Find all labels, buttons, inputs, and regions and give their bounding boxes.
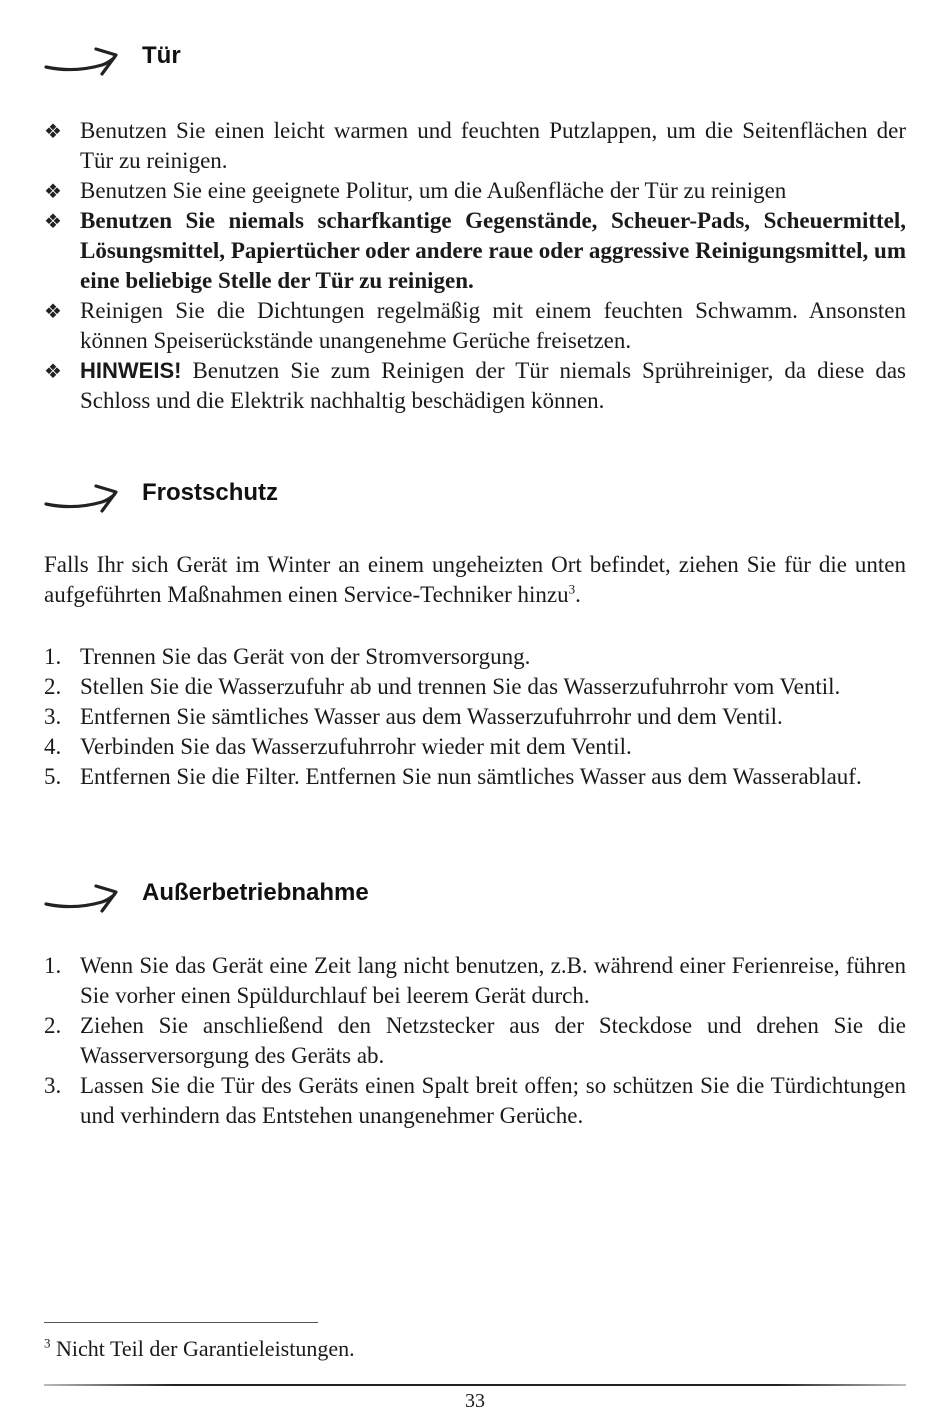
diamond-bullet-icon: ❖: [44, 209, 62, 233]
footnote-divider: [44, 1322, 318, 1323]
diamond-bullet-icon: ❖: [44, 179, 62, 203]
frostschutz-steps: [44, 642, 906, 792]
section-title: Frostschutz: [142, 479, 279, 506]
arrow-icon: [44, 477, 124, 515]
frostschutz-intro: Falls Ihr sich Gerät im Winter an einem ungeheizten Ort befindet, ziehen Sie für die unten aufgeführten Maßnahmen einen Service-Techniker hinzu$^3$.: [44, 552, 906, 607]
list-item: 3. Lassen Sie die Tür des Geräts einen Spalt breit offen; so schützen Sie die Türdichtungen und verhindern das Entstehen unangenehmer Gerüche.: [44, 1073, 906, 1128]
page-number: 33: [465, 1390, 485, 1412]
list-item: 4. Verbinden Sie das Wasserzufuhrrohr wieder mit dem Ventil.: [44, 734, 632, 759]
list-item: 1. Trennen Sie das Gerät von der Stromversorgung.: [44, 644, 531, 669]
diamond-bullet-icon: ❖: [44, 359, 62, 383]
list-item-hinweis: ❖ HINWEIS! Benutzen Sie zum Reinigen der Tür niemals Sprühreiniger, da diese das Schloss und die Elektrik nachhaltig beschädigen können.: [44, 358, 906, 413]
hinweis-label: HINWEIS!: [80, 358, 182, 383]
section-title: Außerbetriebnahme: [142, 879, 369, 906]
list-item: ❖ Benutzen Sie einen leicht warmen und feuchten Putzlappen, um die Seitenflächen der Tür zu reinigen.: [44, 118, 906, 173]
section-heading-tuer: [44, 40, 644, 80]
list-item: 5. Entfernen Sie die Filter. Entfernen Sie nun sämtliches Wasser aus dem Wasserablauf.: [44, 764, 862, 789]
arrow-icon: [44, 877, 124, 915]
list-item: 1. Wenn Sie das Gerät eine Zeit lang nicht benutzen, z.B. während einer Ferienreise, führen Sie vorher einen Spüldurchlauf bei leerem Gerät durch.: [44, 953, 906, 1008]
list-item: ❖ Benutzen Sie eine geeignete Politur, um die Außenfläche der Tür zu reinigen: [44, 176, 906, 206]
tuer-bullet-list: [44, 116, 906, 416]
footer-divider: [44, 1384, 906, 1386]
diamond-bullet-icon: ❖: [44, 119, 62, 143]
diamond-bullet-icon: ❖: [44, 299, 62, 323]
section-title: Tür: [142, 42, 181, 69]
list-item: 3. Entfernen Sie sämtliches Wasser aus dem Wasserzufuhrrohr und dem Ventil.: [44, 704, 783, 729]
footnote: $^3$ Nicht Teil der Garantieleistungen.: [44, 1335, 355, 1361]
ausserbetriebnahme-steps: [44, 951, 906, 1131]
list-item: 2. Ziehen Sie anschließend den Netzstecker aus der Steckdose und drehen Sie die Wasserversorgung des Geräts ab.: [44, 1013, 906, 1068]
section-heading-ausserbetriebnahme: [44, 877, 644, 917]
footnote-reference: 3: [568, 581, 576, 597]
list-item: ❖ Benutzen Sie niemals scharfkantige Gegenstände, Scheuer-Pads, Scheuermittel, Lösungsmittel, Papiertücher oder andere raue oder aggressive Reinigungsmittel, um eine beliebige Stelle der Tür zu reinigen.: [44, 208, 906, 293]
list-item: 2. Stellen Sie die Wasserzufuhr ab und trennen Sie das Wasserzufuhrrohr vom Ventil.: [44, 674, 841, 699]
section-heading-frostschutz: [44, 477, 644, 517]
arrow-icon: [44, 40, 124, 78]
list-item: ❖ Reinigen Sie die Dichtungen regelmäßig mit einem feuchten Schwamm. Ansonsten können Speiserückstände unangenehme Gerüche freisetzen.: [44, 298, 906, 353]
